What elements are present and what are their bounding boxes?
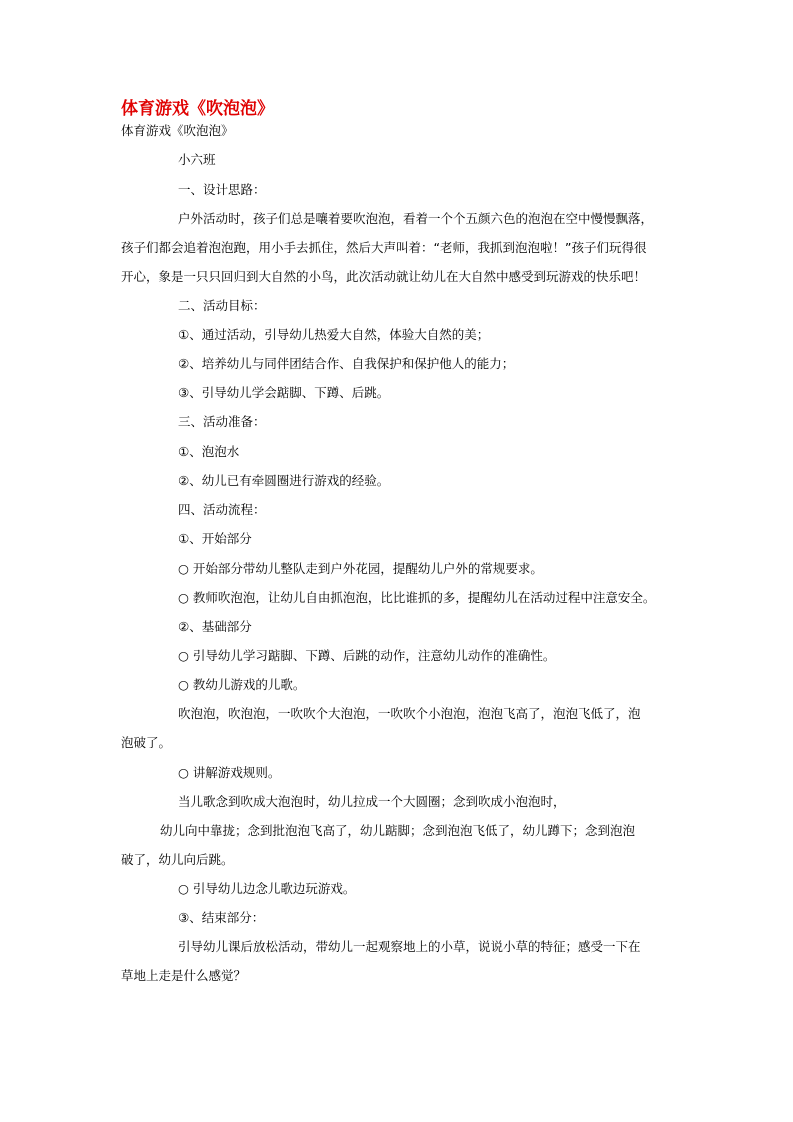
bullet-item: ○ 教幼儿游戏的儿歌。 [178,677,306,692]
list-item: ①、泡泡水 [178,444,240,459]
song-line: 泡破了。 [121,735,172,750]
section-heading: 一、设计思路： [178,182,266,197]
list-item: ②、基础部分 [178,619,252,634]
subtitle: 体育游戏《吹泡泡》 [121,123,234,138]
paragraph-line: 户外活动时，孩子们总是嚷着要吹泡泡，看着一个个五颜六色的泡泡在空中慢慢飘落， [178,211,654,226]
document-title: 体育游戏《吹泡泡》 [121,99,274,119]
class-name: 小六班 [178,152,216,167]
section-heading: 二、活动目标： [178,298,266,313]
list-item: ③、结束部分： [178,910,265,925]
bullet-item: ○ 开始部分带幼儿整队走到户外花园，提醒幼儿户外的常规要求。 [178,561,543,576]
paragraph-line: 开心，象是一只只回归到大自然的小鸟，此次活动就让幼儿在大自然中感受到玩游戏的快乐吧！ [121,269,647,284]
paragraph-line: 引导幼儿课后放松活动，带幼儿一起观察地上的小草，说说小草的特征；感受一下在 [178,939,641,954]
list-item: ③、引导幼儿学会踮脚、下蹲、后跳。 [178,385,390,400]
bullet-item: ○ 教师吹泡泡，让幼儿自由抓泡泡，比比谁抓的多，提醒幼儿在活动过程中注意安全。 [178,590,656,605]
bullet-item: ○ 讲解游戏规则。 [178,765,281,780]
section-heading: 四、活动流程： [178,502,266,517]
paragraph-line: 草地上走是什么感觉？ [121,968,247,983]
list-item: ①、通过活动，引导幼儿热爱大自然，体验大自然的美； [178,327,490,342]
bullet-item: ○ 引导幼儿边念儿歌边玩游戏。 [178,881,356,896]
rule-line: 幼儿向中靠拢；念到批泡泡飞高了，幼儿踮脚；念到泡泡飞低了，幼儿蹲下；念到泡泡 [160,823,636,838]
list-item: ①、开始部分 [178,531,252,546]
bullet-item: ○ 引导幼儿学习踮脚、下蹲、后跳的动作，注意幼儿动作的准确性。 [178,648,556,663]
list-item: ②、幼儿已有牵圆圈进行游戏的经验。 [178,473,390,488]
list-item: ②、培养幼儿与同伴团结合作、自我保护和保护他人的能力； [178,356,515,371]
rule-line: 当儿歌念到吹成大泡泡时，幼儿拉成一个大圆圈；念到吹成小泡泡时， [178,794,566,809]
rule-line: 破了，幼儿向后跳。 [121,852,234,867]
paragraph-line: 孩子们都会追着泡泡跑，用小手去抓住，然后大声叫着：“老师，我抓到泡泡啦！”孩子们玩得很 [121,240,647,255]
song-line: 吹泡泡，吹泡泡，一吹吹个大泡泡，一吹吹个小泡泡，泡泡飞高了，泡泡飞低了，泡 [178,706,641,721]
section-heading: 三、活动准备： [178,414,266,429]
